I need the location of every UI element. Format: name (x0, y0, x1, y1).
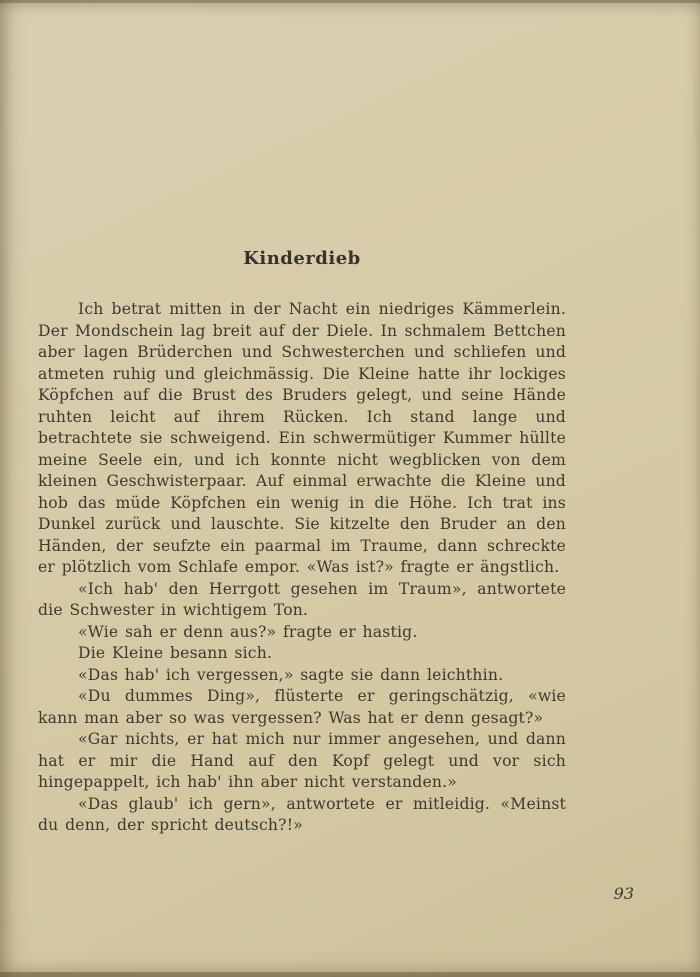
paragraph: «Ich hab' den Herrgott gesehen im Traum», antwortete die Schwester in wichtigem Ton. (38, 579, 566, 619)
paragraph: «Gar nichts, er hat mich nur immer angesehen, und dann hat er mir die Hand auf den Kopf gelegt und vor sich hingepappelt, ich hab' ihn aber nicht verstanden.» (38, 730, 566, 791)
paragraph: Ich betrat mitten in der Nacht ein niedriges Kämmerlein. Der Mondschein lag breit auf der Diele. In schmalem Bettchen aber lagen Brüderchen und Schwesterchen und schliefen und atmeten ruhig und gleichmässig. Die Kleine hatte ihr lockiges Köpfchen auf die Brust des Bruders gelegt, und seine Hände ruhten leicht auf ihrem Rücken. Ich stand lange und betrachtete sie schweigend. Ein schwermütiger Kummer hüllte meine Seele ein, und ich konnte nicht wegblicken von dem kleinen Geschwisterpaar. Auf einmal erwachte die Kleine und hob das müde Köpfchen ein wenig in die Höhe. Ich trat ins Dunkel zurück und lauschte. Sie kitzelte den Bruder an den Händen, der seufzte ein paarmal im Traume, dann schreckte er plötzlich vom Schlafe empor. «Was ist?» fragte er ängstlich. (38, 300, 566, 576)
paragraph: «Du dummes Ding», flüsterte er geringschätzig, «wie kann man aber so was vergessen? Was hat er denn gesagt?» (38, 687, 566, 727)
paragraph: «Das glaub' ich gern», antwortete er mitleidig. «Meinst du denn, der spricht deutsch?!» (38, 794, 566, 834)
page-title: Kinderdieb (243, 248, 361, 269)
paragraph: Die Kleine besann sich. (78, 644, 273, 662)
paragraph: «Das hab' ich vergessen,» sagte sie dann leichthin. (78, 665, 504, 684)
page-number: 93 (613, 884, 634, 903)
paragraphs (38, 299, 566, 837)
text-block (38, 248, 566, 837)
paragraph: «Wie sah er denn aus?» fragte er hastig. (78, 622, 418, 641)
